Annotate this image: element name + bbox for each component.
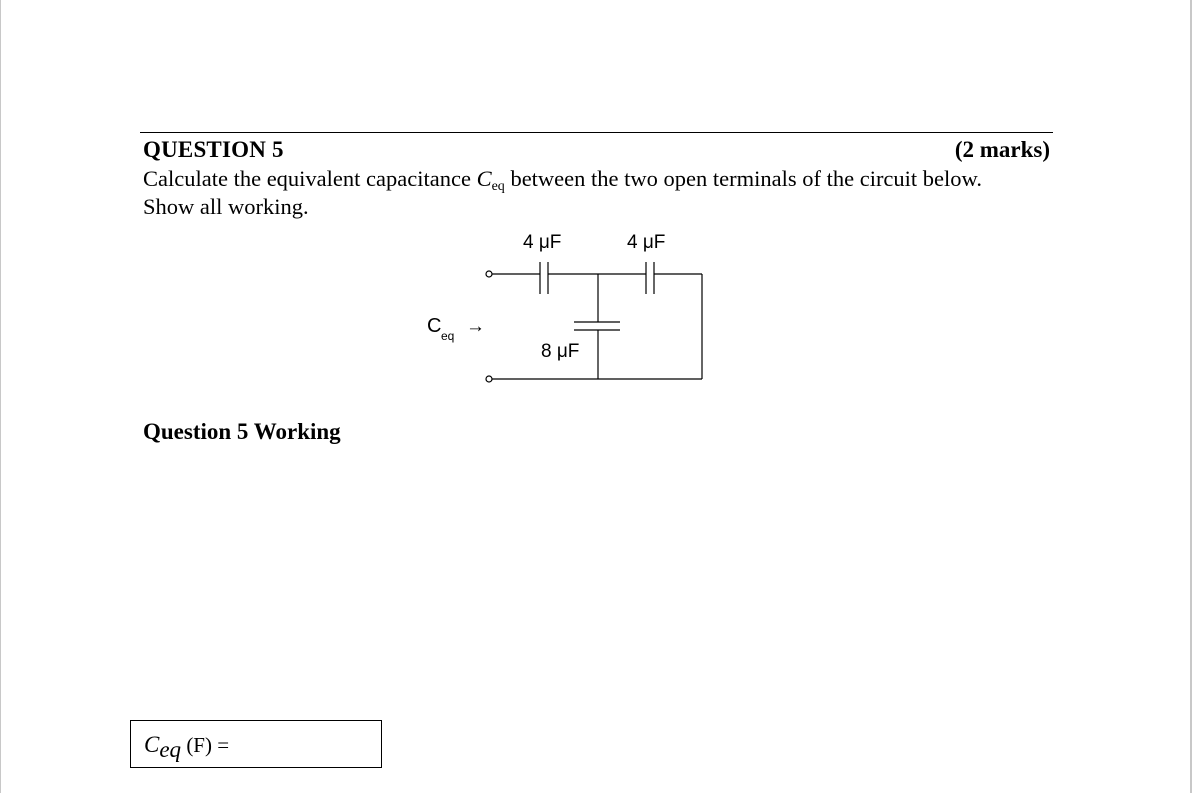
question-text-before: Calculate the equivalent capacitance	[143, 166, 477, 191]
top-terminal	[486, 271, 492, 277]
working-heading: Question 5 Working	[143, 419, 341, 444]
answer-unit: (F) =	[181, 733, 230, 757]
answer-label	[144, 732, 230, 762]
question-text-after: between the two open terminals of the circuit below.	[504, 166, 982, 191]
answer-symbol: C	[144, 732, 160, 757]
answer-subscript: eq	[159, 737, 182, 762]
question-marks: (2 marks)	[954, 137, 1050, 162]
question-symbol-subscript: eq	[491, 179, 505, 194]
question-line-2: Show all working.	[143, 194, 309, 219]
circuit-wires	[486, 262, 702, 382]
capacitor-1-label: 4 μF	[523, 232, 562, 253]
question-text	[143, 165, 1055, 221]
bottom-terminal	[486, 376, 492, 382]
answer-box[interactable]	[130, 720, 382, 768]
ceq-symbol: C	[427, 315, 442, 337]
question-title: QUESTION 5	[143, 137, 284, 162]
page-left-edge	[0, 0, 1, 793]
ceq-arrow: →	[466, 316, 485, 337]
circuit-diagram	[420, 226, 720, 386]
answer-input[interactable]	[241, 727, 377, 763]
question-line-1	[143, 165, 1055, 193]
ceq-subscript: eq	[441, 329, 455, 343]
capacitor-2-label: 4 μF	[627, 232, 666, 253]
question-top-rule	[140, 132, 1053, 133]
capacitor-3-label: 8 μF	[541, 341, 580, 362]
question-symbol: C	[476, 166, 492, 191]
